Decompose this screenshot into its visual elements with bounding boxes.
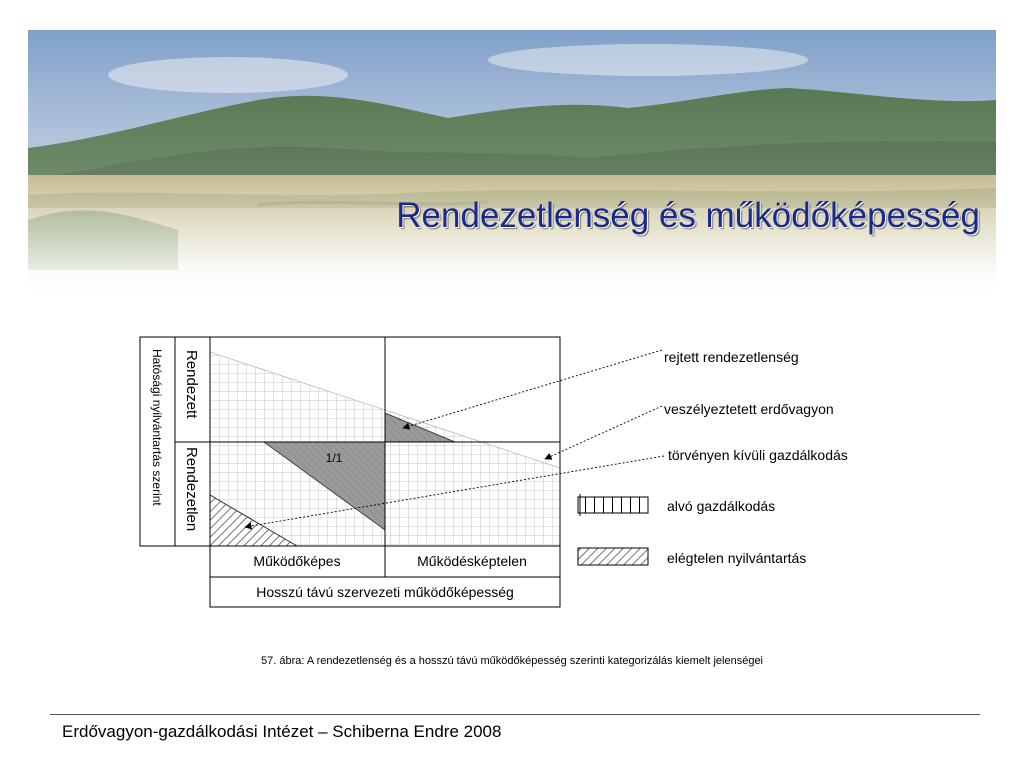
dark-triangle-top [385,413,455,442]
footer-text: Erdővagyon-gazdálkodási Intézet – Schiberna Endre 2008 [62,722,502,741]
callout-torvenyen-kivuli: törvényen kívüli gazdálkodás [668,447,848,463]
column-axis-label: Hosszú távú szervezeti működőképesség [256,584,514,600]
center-label: 1/1 [325,451,343,465]
footer-divider [50,714,980,715]
legend-label-alvo: alvó gazdálkodás [667,498,776,514]
figure-caption: 57. ábra: A rendezetlenség és a hosszú távú működőképesség szerinti kategorizálás kiemelt jelenségei [260,655,764,667]
row-label-rendezett: Rendezett [183,350,200,419]
legend-label-elegtelen: elégtelen nyilvántartás [667,550,807,566]
row-label-rendezetlen: Rendezetlen [183,447,200,532]
slide-title: Rendezetlenség és működőképesség [396,196,980,235]
connector-rejtett [403,350,662,428]
callout-veszelyeztetett-erdovagyon: veszélyeztetett erdővagyon [664,401,834,417]
column-label-mukodokepes: Működőképes [253,553,341,569]
legend-swatch-alvo [578,497,648,513]
legend-swatch-elegtelen [578,548,648,565]
connector-veszelyeztetett [545,406,662,459]
row-axis-label: Hatósági nyilvántartás szerint [150,349,164,506]
column-label-mukodeskeptelen: Működésképtelen [417,553,527,569]
callout-rejtett-rendezetlenseg: rejtett rendezetlenség [664,349,799,365]
